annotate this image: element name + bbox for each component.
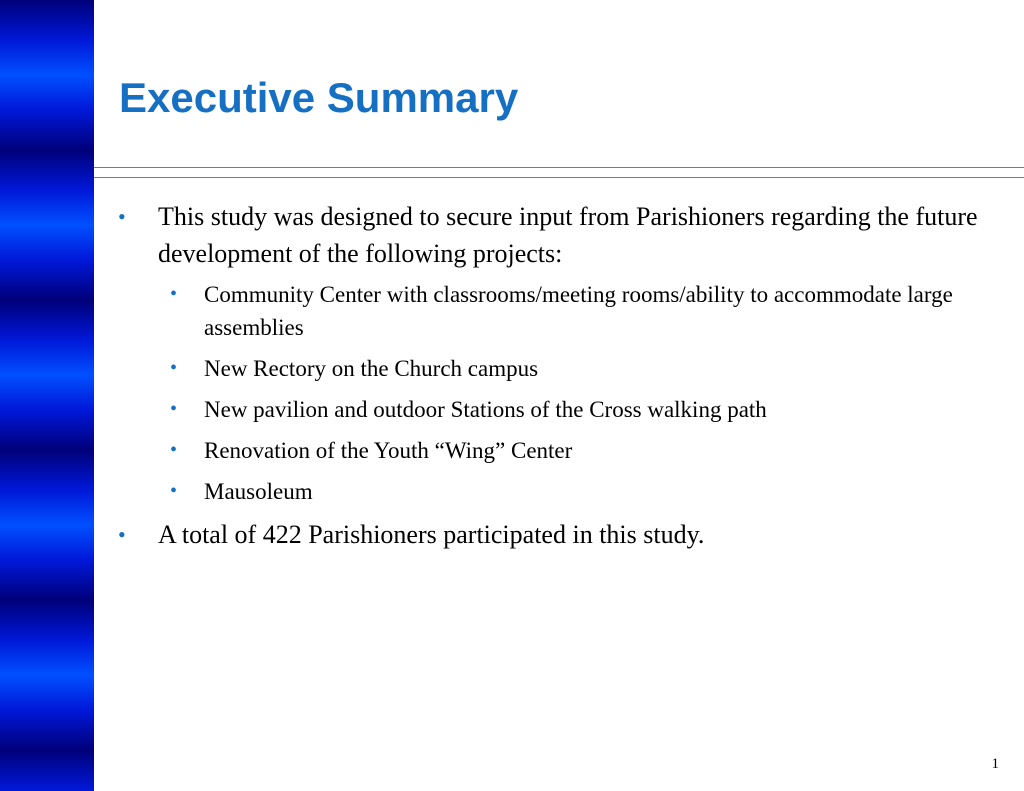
bullet-text: This study was designed to secure input from Parishioners regarding the future development of the following projects: bbox=[158, 202, 978, 268]
side-gradient-band bbox=[0, 0, 94, 791]
title-divider-top bbox=[94, 167, 1024, 168]
bullet-icon: • bbox=[170, 480, 178, 502]
sub-bullet-item bbox=[118, 434, 998, 467]
bullet-text: A total of 422 Parishioners participated in this study. bbox=[158, 520, 705, 549]
sub-bullet-item bbox=[118, 393, 998, 426]
bullet-icon: • bbox=[118, 522, 126, 547]
sub-bullet-text: New pavilion and outdoor Stations of the Cross walking path bbox=[204, 397, 767, 422]
sub-bullet-item bbox=[118, 278, 998, 344]
sub-bullet-item bbox=[118, 352, 998, 385]
sub-bullet-text: Renovation of the Youth “Wing” Center bbox=[204, 438, 573, 463]
bullet-item bbox=[118, 198, 998, 272]
bullet-icon: • bbox=[118, 204, 126, 229]
page-number: 1 bbox=[991, 756, 999, 772]
slide-content bbox=[118, 198, 998, 559]
sub-bullet-text: Community Center with classrooms/meeting rooms/ability to accommodate large assemblies bbox=[204, 282, 953, 340]
bullet-icon: • bbox=[170, 283, 178, 305]
bullet-icon: • bbox=[170, 398, 178, 420]
sub-bullet-text: Mausoleum bbox=[204, 479, 313, 504]
sub-bullet-item bbox=[118, 475, 998, 508]
bullet-icon: • bbox=[170, 357, 178, 379]
title-divider-bottom bbox=[94, 177, 1024, 178]
bullet-icon: • bbox=[170, 439, 178, 461]
bullet-item bbox=[118, 516, 998, 553]
slide-title: Executive Summary bbox=[119, 74, 519, 121]
sub-bullet-text: New Rectory on the Church campus bbox=[204, 356, 539, 381]
